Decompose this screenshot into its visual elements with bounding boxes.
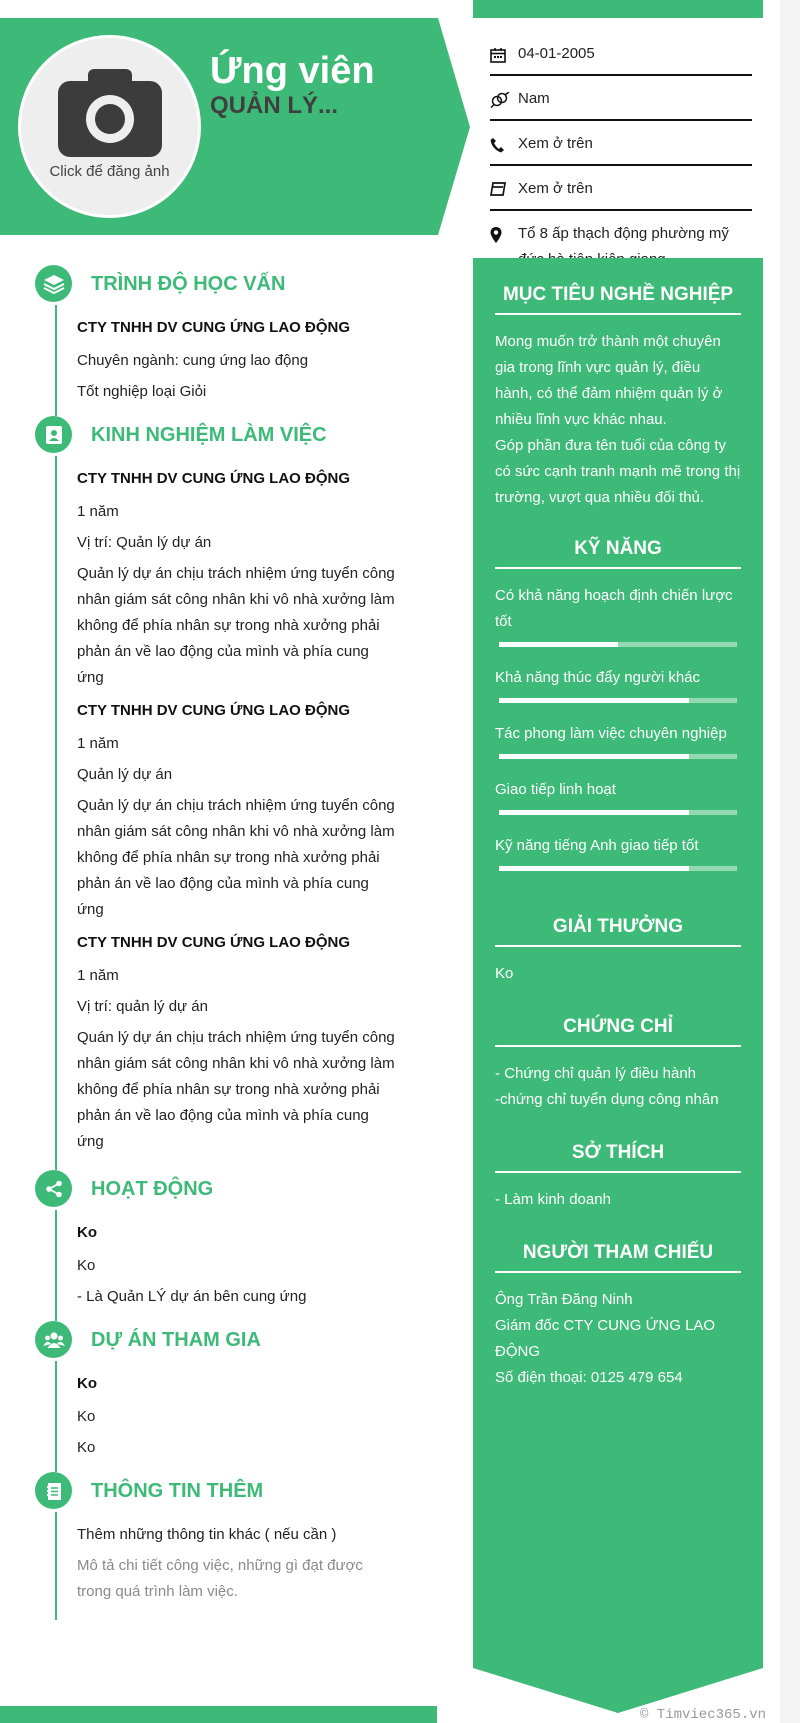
objective-text-2[interactable]: Góp phần đưa tên tuổi của công ty có sức cạnh tranh mạnh mẽ trong thị trường, vượt qua nhiều đối thủ. bbox=[495, 437, 741, 506]
job-role[interactable]: Vị trí: quản lý dự án bbox=[77, 998, 208, 1015]
users-icon bbox=[35, 1321, 72, 1358]
certificate-line[interactable]: -chứng chỉ tuyển dụng công nhân bbox=[495, 1091, 719, 1108]
candidate-name[interactable]: Ứng viên bbox=[210, 50, 375, 92]
job-role[interactable]: Vị trí: Quản lý dự án bbox=[77, 534, 212, 551]
skill-bar bbox=[499, 698, 737, 703]
job-role[interactable]: Quản lý dự án bbox=[77, 766, 173, 783]
gender-icon bbox=[490, 86, 518, 108]
section-title: TRÌNH ĐỘ HỌC VẤN bbox=[91, 273, 286, 295]
section-title: KINH NGHIỆM LÀM VIỆC bbox=[91, 424, 327, 446]
reference-name[interactable]: Ông Trần Đăng Ninh bbox=[495, 1291, 633, 1308]
duration[interactable]: 1 năm bbox=[77, 967, 119, 984]
section-body bbox=[55, 456, 395, 1170]
section-experience bbox=[35, 416, 415, 1170]
address-value: Tổ 8 ấp thạch động phường mỹ bbox=[518, 225, 729, 242]
candidate-position[interactable]: QUẢN LÝ... bbox=[210, 92, 339, 119]
contact-gender[interactable] bbox=[490, 83, 752, 121]
top-accent-strip bbox=[473, 0, 763, 18]
hobbies-title: SỞ THÍCH bbox=[495, 1141, 741, 1173]
left-column bbox=[35, 265, 415, 1620]
camera-icon bbox=[56, 67, 164, 159]
skill-label: Tác phong làm việc chuyên nghiệp bbox=[495, 725, 727, 742]
activity-name[interactable]: Ko bbox=[77, 1224, 97, 1241]
right-panel-content bbox=[495, 283, 741, 1391]
duration[interactable]: 1 năm bbox=[77, 503, 119, 520]
contact-email[interactable] bbox=[490, 173, 752, 211]
gender-value: Nam bbox=[518, 90, 550, 107]
project-line[interactable]: Ko bbox=[77, 1439, 96, 1456]
project-line[interactable]: Ko bbox=[77, 1408, 96, 1425]
references-title: NGƯỜI THAM CHIẾU bbox=[495, 1241, 741, 1273]
notepad-icon bbox=[35, 1472, 72, 1509]
section-education bbox=[35, 265, 415, 416]
watermark: © Timviec365.vn bbox=[640, 1707, 767, 1723]
awards-title: GIẢI THƯỞNG bbox=[495, 915, 741, 947]
avatar-upload[interactable] bbox=[18, 35, 201, 218]
phone-icon bbox=[490, 131, 518, 153]
certificates-title: CHỨNG CHỈ bbox=[495, 1015, 741, 1047]
section-header bbox=[35, 1321, 415, 1361]
objective-text-1[interactable]: Mong muốn trở thành một chuyên gia trong lĩnh vực quản lý, điều hành, có thể đảm nhiệm quản lý ở nhiều lĩnh vực khác nhau. bbox=[495, 333, 723, 428]
bottom-accent-strip bbox=[0, 1706, 437, 1723]
skill-bar bbox=[499, 866, 737, 871]
section-projects bbox=[35, 1321, 415, 1472]
hobbies-text[interactable]: - Làm kinh doanh bbox=[495, 1191, 611, 1208]
skill-bar-fill bbox=[499, 866, 689, 871]
contact-info bbox=[490, 38, 752, 289]
phone-value: Xem ở trên bbox=[518, 135, 593, 152]
skill-label: Có khả năng hoạch định chiến lược tốt bbox=[495, 587, 733, 630]
skill-bar-fill bbox=[499, 642, 618, 647]
skill-bar-fill bbox=[499, 698, 689, 703]
skill-item[interactable] bbox=[495, 777, 741, 815]
skill-label: Khả năng thúc đẩy người khác bbox=[495, 669, 701, 686]
section-activities bbox=[35, 1170, 415, 1321]
email-icon bbox=[490, 176, 518, 196]
skill-bar bbox=[499, 810, 737, 815]
section-body bbox=[55, 305, 395, 416]
extra-info-placeholder[interactable]: Mô tả chi tiết công việc, những gì đạt được trong quá trình làm việc. bbox=[77, 1557, 363, 1600]
contact-birthday[interactable] bbox=[490, 38, 752, 76]
calendar-icon bbox=[490, 41, 518, 63]
right-panel bbox=[473, 258, 763, 1713]
skill-label: Giao tiếp linh hoạt bbox=[495, 781, 616, 798]
page-edge bbox=[780, 0, 800, 1723]
contact-phone[interactable] bbox=[490, 128, 752, 166]
section-title: HOẠT ĐỘNG bbox=[91, 1178, 214, 1200]
photo-upload-label: Click để đăng ảnh bbox=[49, 163, 170, 180]
email-value: Xem ở trên bbox=[518, 180, 593, 197]
section-header bbox=[35, 1472, 415, 1512]
section-body bbox=[55, 1210, 395, 1321]
education-layers-icon bbox=[35, 265, 72, 302]
section-title: THÔNG TIN THÊM bbox=[91, 1480, 264, 1502]
section-extra-info bbox=[35, 1472, 415, 1620]
birthday-value: 04-01-2005 bbox=[518, 45, 595, 62]
share-icon bbox=[35, 1170, 72, 1207]
experience-badge-icon bbox=[35, 416, 72, 453]
section-title: DỰ ÁN THAM GIA bbox=[91, 1329, 261, 1351]
activity-line[interactable]: Ko bbox=[77, 1257, 96, 1274]
job-description[interactable]: Quản lý dự án chịu trách nhiệm ứng tuyển công nhân giám sát công nhân khi vô nhà xưởng làm không để phía nhân sự trong nhà xưởng phải phản án về lao động của mình và phía cung ứng bbox=[77, 565, 395, 686]
job-description[interactable]: Quán lý dự án chịu trách nhiệm ứng tuyển công nhân giám sát công nhân khi vô nhà xưởng làm không để phía nhân sự trong nhà xưởng phải phản án về lao động của mình và phía cung ứng bbox=[77, 1029, 395, 1150]
awards-text[interactable]: Ko bbox=[495, 965, 514, 982]
section-body bbox=[55, 1512, 395, 1620]
skill-item[interactable] bbox=[495, 721, 741, 759]
section-body bbox=[55, 1361, 395, 1472]
company-name[interactable]: CTY TNHH DV CUNG ỨNG LAO ĐỘNG bbox=[77, 470, 351, 487]
reference-phone[interactable]: Số điện thoại: 0125 479 654 bbox=[495, 1369, 683, 1386]
skill-bar bbox=[499, 642, 737, 647]
company-name[interactable]: CTY TNHH DV CUNG ỨNG LAO ĐỘNG bbox=[77, 702, 351, 719]
objective-title: MỤC TIÊU NGHỀ NGHIỆP bbox=[495, 283, 741, 315]
skill-bar-fill bbox=[499, 754, 689, 759]
major[interactable]: Chuyên ngành: cung ứng lao động bbox=[77, 352, 309, 369]
skill-item[interactable] bbox=[495, 583, 741, 647]
project-name[interactable]: Ko bbox=[77, 1375, 97, 1392]
skill-item[interactable] bbox=[495, 833, 741, 871]
skill-bar bbox=[499, 754, 737, 759]
certificate-line[interactable]: - Chứng chỉ quản lý điều hành bbox=[495, 1065, 697, 1082]
extra-info-line[interactable]: Thêm những thông tin khác ( nếu cần ) bbox=[77, 1526, 337, 1543]
graduation-grade[interactable]: Tốt nghiệp loại Giỏi bbox=[77, 383, 207, 400]
skill-bar-fill bbox=[499, 810, 689, 815]
job-description[interactable]: Quản lý dự án chịu trách nhiệm ứng tuyển công nhân giám sát công nhân khi vô nhà xưởng làm không để phía nhân sự trong nhà xưởng phải phản án về lao động của mình và phía cung ứng bbox=[77, 797, 395, 918]
duration[interactable]: 1 năm bbox=[77, 735, 119, 752]
reference-title[interactable]: Giám đốc CTY CUNG ỨNG LAO ĐỘNG bbox=[495, 1317, 716, 1360]
company-name[interactable]: CTY TNHH DV CUNG ỨNG LAO ĐỘNG bbox=[77, 934, 351, 951]
location-pin-icon bbox=[490, 221, 518, 243]
skill-label: Kỹ năng tiếng Anh giao tiếp tốt bbox=[495, 837, 699, 854]
section-header bbox=[35, 1170, 415, 1210]
section-header bbox=[35, 416, 415, 456]
section-header bbox=[35, 265, 415, 305]
skills-title: KỸ NĂNG bbox=[495, 537, 741, 569]
activity-description[interactable]: - Là Quản LÝ dự án bên cung ứng bbox=[77, 1288, 307, 1305]
school-name[interactable]: CTY TNHH DV CUNG ỨNG LAO ĐỘNG bbox=[77, 319, 351, 336]
skill-item[interactable] bbox=[495, 665, 741, 703]
